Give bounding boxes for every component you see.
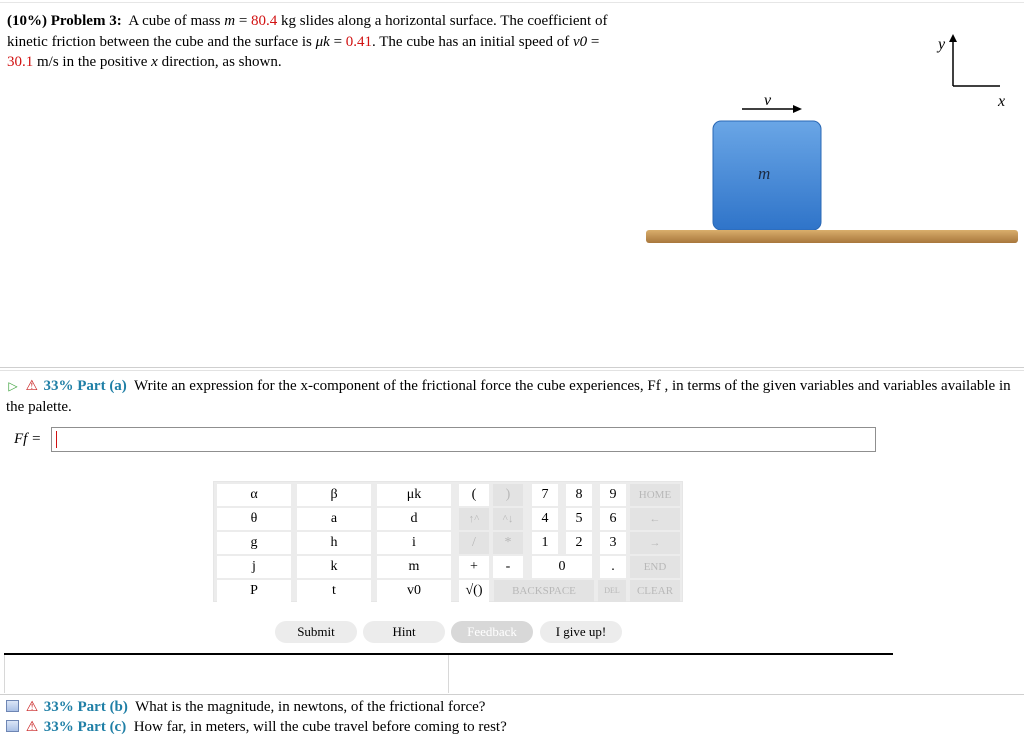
warning-icon: ⚠: [25, 720, 39, 735]
part-c-percent: 33%: [43, 719, 74, 735]
answer-input[interactable]: [51, 427, 876, 452]
clear-button: CLEAR: [630, 580, 680, 602]
axes-icon: [936, 34, 1005, 110]
axis-y-label: y: [938, 36, 946, 53]
v-symbol: v0: [572, 33, 588, 50]
problem-text-2: kg slides along a horizontal surface. The coefficient of kinetic friction between the cube and the surface is: [7, 13, 608, 50]
palette-key-t[interactable]: t: [297, 580, 371, 602]
palette-key-0[interactable]: 0: [532, 556, 592, 578]
part-c-question: How far, in meters, will the cube travel before coming to rest?: [133, 719, 507, 735]
problem-statement: (10%) Problem 3: A cube of mass m = 80.4 kg slides along a horizontal surface. The coefficient of kinetic friction between the cube and the surface is μk = 0.41. The cube has an initial speed of v0 = 30.1 m/s in the positive x direction, as shown.: [7, 13, 608, 70]
problem-text-1: A cube of mass: [128, 13, 221, 29]
collapsed-part-icon[interactable]: [6, 720, 19, 732]
feedback-area: [4, 653, 893, 693]
part-c-label: Part (c): [77, 719, 127, 735]
submit-button[interactable]: Submit: [275, 621, 357, 643]
palette-key-2[interactable]: 2: [566, 532, 592, 554]
palette-key-7[interactable]: 7: [532, 484, 558, 506]
palette-key-multiply: *: [493, 532, 523, 554]
palette-key-theta[interactable]: θ: [217, 508, 291, 530]
problem-text-4: m/s in the positive: [37, 54, 148, 70]
palette-key-v0[interactable]: v0: [377, 580, 451, 602]
problem-header: (10%) Problem 3:: [7, 13, 122, 29]
palette-key-minus[interactable]: -: [493, 556, 523, 578]
cursor-right-button: →: [630, 532, 680, 554]
palette-key-sqrt[interactable]: √(): [459, 580, 489, 602]
home-button: HOME: [630, 484, 680, 506]
feedback-button: Feedback: [451, 621, 533, 643]
mass-value: 80.4: [251, 13, 278, 29]
palette-key-k[interactable]: k: [297, 556, 371, 578]
symbol-palette: [213, 481, 683, 602]
palette-key-m[interactable]: m: [377, 556, 451, 578]
palette-key-plus[interactable]: +: [459, 556, 489, 578]
palette-key-5[interactable]: 5: [566, 508, 592, 530]
feedback-separator: [448, 655, 449, 693]
palette-key-a[interactable]: a: [297, 508, 371, 530]
part-a-label: Part (a): [77, 378, 127, 394]
palette-key-mu-k[interactable]: μk: [377, 484, 451, 506]
palette-key-alpha[interactable]: α: [217, 484, 291, 506]
part-b-percent: 33%: [43, 699, 74, 715]
problem-text-5: direction, as shown.: [161, 54, 282, 70]
palette-key-1[interactable]: 1: [532, 532, 558, 554]
palette-key-dot[interactable]: .: [600, 556, 626, 578]
x-symbol: x: [151, 54, 158, 70]
palette-key-subscript: ^↓: [493, 508, 523, 530]
section-divider: [0, 694, 1024, 695]
cube-label: m: [758, 164, 771, 183]
cursor-left-button: ←: [630, 508, 680, 530]
expand-triangle-icon[interactable]: ▷: [8, 379, 18, 393]
palette-key-h[interactable]: h: [297, 532, 371, 554]
palette-key-8[interactable]: 8: [566, 484, 592, 506]
section-divider: [0, 370, 1024, 371]
palette-key-open-paren[interactable]: (: [459, 484, 489, 506]
warning-icon: ⚠: [25, 379, 39, 394]
surface: [646, 230, 1018, 243]
palette-key-j[interactable]: j: [217, 556, 291, 578]
palette-key-g[interactable]: g: [217, 532, 291, 554]
hint-button[interactable]: Hint: [363, 621, 445, 643]
v-value: 30.1: [7, 54, 34, 70]
part-a-percent: 33%: [43, 378, 74, 394]
problem-figure: [640, 20, 1024, 250]
top-border: [0, 2, 1024, 3]
warning-icon: ⚠: [25, 700, 39, 715]
palette-key-divide: /: [459, 532, 489, 554]
mass-symbol: m: [224, 13, 236, 29]
mu-symbol: μk: [315, 33, 330, 50]
feedback-border: [4, 655, 5, 693]
backspace-button: BACKSPACE: [494, 580, 594, 602]
part-a-prompt: [6, 376, 1016, 417]
palette-key-3[interactable]: 3: [600, 532, 626, 554]
part-b-row[interactable]: [6, 698, 485, 717]
part-a-question: Write an expression for the x-component of the frictional force the cube experiences, Ff , in terms of the given variables and variables available in the palette.: [6, 378, 1011, 415]
palette-key-4[interactable]: 4: [532, 508, 558, 530]
end-button: END: [630, 556, 680, 578]
palette-key-p[interactable]: P: [217, 580, 291, 602]
mu-value: 0.41: [345, 33, 373, 50]
palette-key-6[interactable]: 6: [600, 508, 626, 530]
palette-key-close-paren: ): [493, 484, 523, 506]
part-c-row[interactable]: [6, 718, 507, 737]
collapsed-part-icon[interactable]: [6, 700, 19, 712]
problem-text-3: . The cube has an initial speed of: [372, 33, 570, 50]
part-b-label: Part (b): [77, 699, 128, 715]
give-up-button[interactable]: I give up!: [540, 621, 622, 643]
palette-key-i[interactable]: i: [377, 532, 451, 554]
part-b-question: What is the magnitude, in newtons, of the frictional force?: [135, 699, 486, 715]
velocity-arrow: [742, 92, 802, 113]
palette-key-d[interactable]: d: [377, 508, 451, 530]
axis-x-label: x: [998, 93, 1006, 110]
palette-key-9[interactable]: 9: [600, 484, 626, 506]
section-divider: [0, 367, 1024, 368]
text-caret: [56, 431, 57, 448]
palette-key-beta[interactable]: β: [297, 484, 371, 506]
velocity-label: v: [764, 92, 772, 109]
answer-label: Ff =: [14, 431, 42, 447]
delete-button: DEL: [598, 580, 626, 602]
palette-key-superscript: ↑^: [459, 508, 489, 530]
